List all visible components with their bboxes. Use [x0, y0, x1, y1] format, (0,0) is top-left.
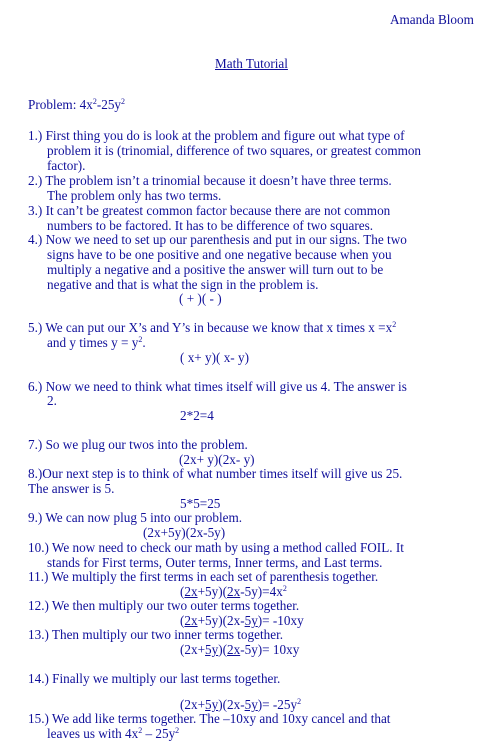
- step-2-line-2: The problem only has two terms.: [47, 188, 222, 203]
- step-15-line-1: 15.) We add like terms together. The –10xy and 10xy cancel and that: [28, 711, 391, 726]
- step-3-line-1: 3.) It can’t be greatest common factor because there are not common: [28, 203, 391, 218]
- step-12-line-1: 12.) We then multiply our two outer terms together.: [28, 598, 300, 613]
- step-9-line-1: 9.) We can now plug 5 into our problem.: [28, 510, 243, 525]
- step-11-line-1: 11.) We multiply the first terms in each set of parenthesis together.: [28, 569, 379, 584]
- step-1-line-2: problem it is (trinomial, difference of two squares, or greatest common: [47, 143, 422, 158]
- author-name: Amanda Bloom: [390, 12, 474, 27]
- step-6-line-2: 2.: [47, 393, 57, 408]
- step-5-line-2: and y times $y = y^2$.: [47, 335, 146, 350]
- step-13-equation: (2x+5y)(2x-5y)= 10xy: [180, 642, 300, 657]
- step-5-line-1: 5.) We can put our X’s and Y’s in because we know that x times $x =x^2$: [28, 320, 397, 335]
- step-10-line-2: stands for First terms, Outer terms, Inner terms, and Last terms.: [47, 555, 383, 570]
- step-8-equation: 5*5=25: [180, 496, 221, 511]
- step-15-line-2: leaves us with $4x^2 - 25y^2$: [47, 726, 180, 741]
- step-1-line-3: factor).: [47, 158, 86, 173]
- step-12-equation: (2x+5y)(2x-5y)= -10xy: [180, 613, 304, 628]
- step-9-equation: (2x+5y)(2x-5y): [143, 525, 226, 540]
- step-4-line-4: negative and that is what the sign in the problem is.: [47, 277, 319, 292]
- step-2-line-1: 2.) The problem isn’t a trinomial because it doesn’t have three terms.: [28, 173, 392, 188]
- step-7-equation: (2x+ y)(2x- y): [179, 452, 255, 467]
- step-11-equation: $(2x+5y)(2x-5y)=4x^2$: [180, 584, 287, 599]
- step-8-line-2: The answer is 5.: [28, 481, 115, 496]
- step-7-line-1: 7.) So we plug our twos into the problem.: [28, 437, 248, 452]
- step-4-equation: ( + )( - ): [179, 291, 222, 306]
- page-title: Math Tutorial: [215, 56, 288, 71]
- step-1-line-1: 1.) First thing you do is look at the problem and figure out what type of: [28, 128, 405, 143]
- step-5-equation: ( x+ y)( x- y): [180, 350, 249, 365]
- step-4-line-3: multiply a negative and a positive the answer will turn out to be: [47, 262, 384, 277]
- step-14-line-1: 14.) Finally we multiply our last terms together.: [28, 671, 281, 686]
- step-10-line-1: 10.) We now need to check our math by using a method called FOIL. It: [28, 540, 404, 555]
- step-14-equation: $(2x+5y)(2x-5y)= -25y^2$: [180, 697, 302, 712]
- problem-statement: Problem: $4x^2-25y^2$: [28, 97, 126, 112]
- step-4-line-2: signs have to be one positive and one negative because when you: [47, 247, 392, 262]
- step-3-line-2: numbers to be factored. It has to be difference of two squares.: [47, 218, 374, 233]
- step-4-line-1: 4.) Now we need to set up our parenthesis and put in our signs. The two: [28, 232, 407, 247]
- step-13-line-1: 13.) Then multiply our two inner terms together.: [28, 627, 284, 642]
- step-6-line-1: 6.) Now we need to think what times itself will give us 4. The answer is: [28, 379, 407, 394]
- step-8-line-1: 8.)Our next step is to think of what number times itself will give us 25.: [28, 466, 403, 481]
- step-6-equation: 2*2=4: [180, 408, 214, 423]
